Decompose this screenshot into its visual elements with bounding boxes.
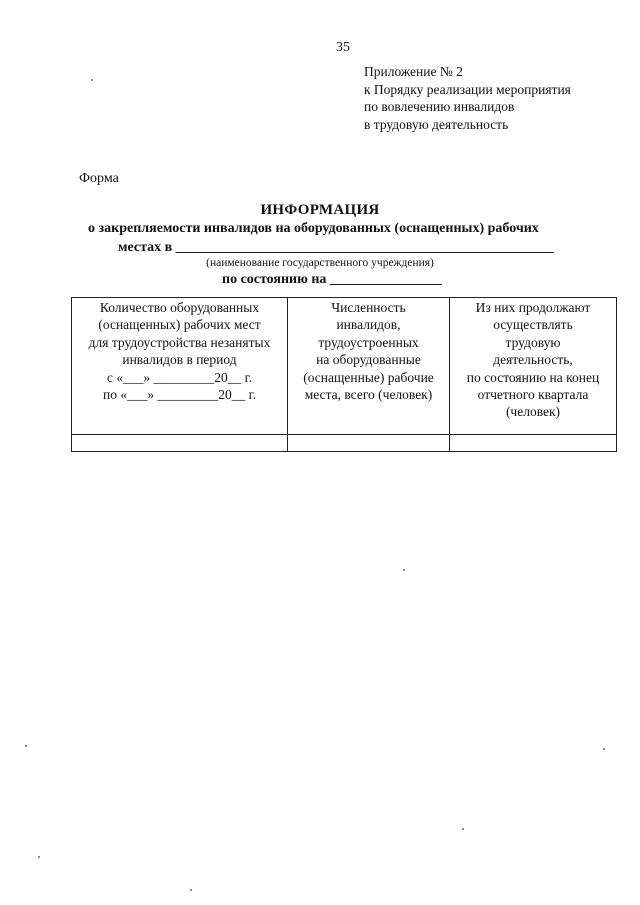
header-line: (оснащенных) рабочих мест	[98, 317, 261, 333]
header-line: (оснащенные) рабочие	[303, 369, 434, 385]
form-label: Форма	[79, 171, 119, 186]
table-cell[interactable]	[450, 435, 617, 452]
document-title: ИНФОРМАЦИЯ	[260, 202, 380, 218]
scan-speck	[603, 748, 605, 750]
header-line: по состоянию на конец	[466, 369, 600, 385]
table-header-row	[72, 298, 617, 435]
table-cell[interactable]	[72, 435, 288, 452]
appendix-line: в трудовую деятельность	[364, 116, 509, 132]
header-line: Количество оборудованных	[99, 300, 260, 315]
header-line: места, всего (человек)	[304, 387, 433, 403]
header-line: для трудоустройства незанятых	[88, 334, 271, 350]
header-line: отчетного квартала	[477, 387, 589, 403]
appendix-line: к Порядку реализации мероприятия	[364, 81, 571, 97]
header-line: Из них продолжают	[475, 300, 591, 315]
table-row	[72, 435, 617, 452]
status-date-line: по состоянию на ________________	[222, 272, 442, 287]
header-line: трудовую	[505, 334, 561, 350]
header-line: трудоустроенных	[318, 334, 419, 350]
header-line: с «___» _________20__ г.	[106, 369, 252, 385]
scan-speck	[25, 745, 27, 747]
table-cell[interactable]	[288, 435, 450, 452]
header-cell-employed	[288, 298, 450, 435]
scan-speck	[38, 856, 40, 858]
appendix-line: по вовлечению инвалидов	[364, 99, 515, 114]
header-cell-workplaces	[72, 298, 288, 435]
header-line: на оборудованные	[316, 352, 421, 368]
appendix-line: Приложение № 2	[364, 64, 463, 79]
document-subtitle: о закрепляемости инвалидов на оборудованных (оснащенных) рабочих	[88, 221, 539, 236]
appendix-reference	[364, 63, 571, 133]
scan-speck	[403, 569, 405, 571]
header-line: инвалидов,	[336, 317, 401, 333]
header-line: инвалидов в период	[122, 352, 237, 368]
scan-speck	[190, 889, 192, 891]
info-table	[71, 297, 617, 452]
scan-speck	[462, 828, 464, 830]
institution-hint: (наименование государственного учреждения)	[206, 257, 434, 269]
institution-fill-line: местах в ______________________________________________________	[118, 240, 554, 255]
header-line: (человек)	[505, 404, 561, 420]
header-line: по «___» _________20__ г.	[103, 387, 256, 403]
header-line: Численность	[331, 300, 406, 315]
header-cell-continuing	[450, 298, 617, 435]
header-line: осуществлять	[493, 317, 573, 333]
page-number: 35	[336, 40, 350, 55]
header-line: деятельность,	[493, 352, 573, 368]
scan-speck	[91, 79, 93, 81]
